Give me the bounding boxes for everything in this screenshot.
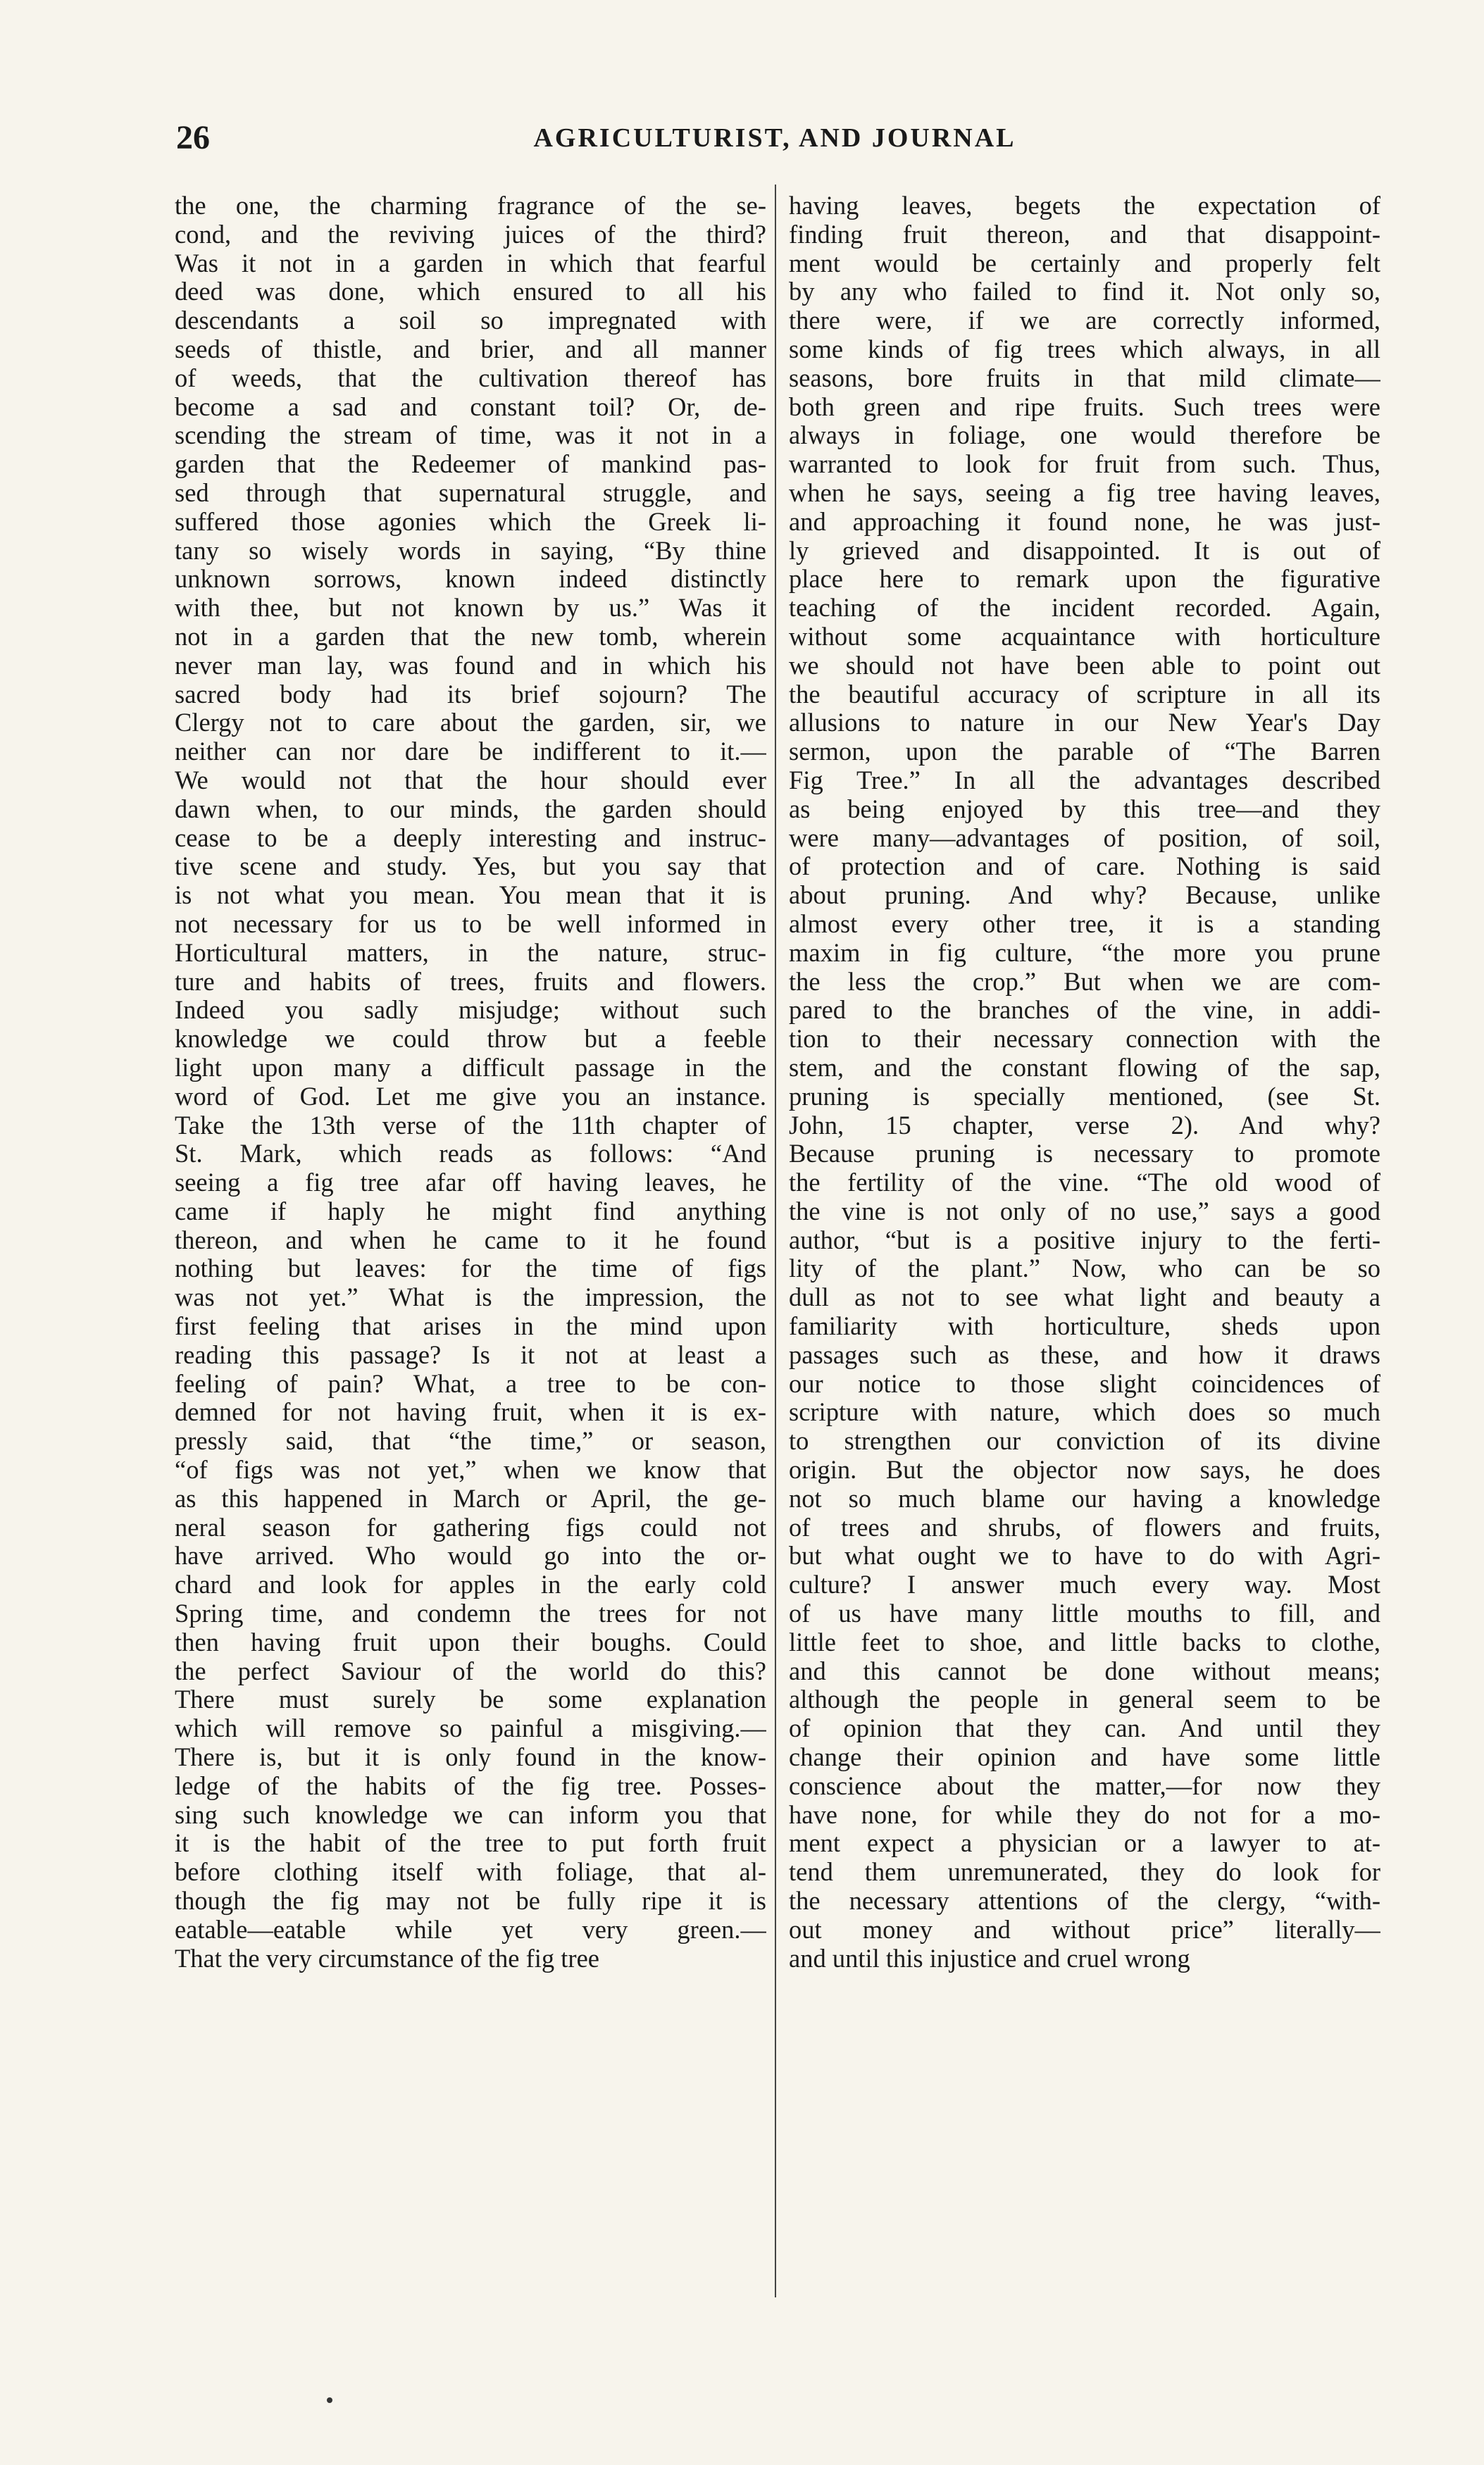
text-line: finding fruit thereon, and that disappoint- bbox=[789, 220, 1380, 249]
text-line: both green and ripe fruits. Such trees were bbox=[789, 392, 1380, 421]
text-line: as being enjoyed by this tree—and they bbox=[789, 794, 1380, 823]
text-line: stem, and the constant flowing of the sap, bbox=[789, 1053, 1380, 1082]
text-line: light upon many a difficult passage in the bbox=[175, 1053, 766, 1082]
text-line: neral season for gathering figs could not bbox=[175, 1513, 766, 1542]
text-line: Spring time, and condemn the trees for not bbox=[175, 1599, 766, 1628]
text-line: Fig Tree.” In all the advantages described bbox=[789, 766, 1380, 794]
text-line: chard and look for apples in the early cold bbox=[175, 1571, 766, 1599]
column-divider bbox=[775, 185, 776, 2297]
text-line: ment expect a physician or a lawyer to at- bbox=[789, 1829, 1380, 1858]
text-line: first feeling that arises in the mind upon bbox=[175, 1312, 766, 1341]
text-line: ly grieved and disappointed. It is out of bbox=[789, 536, 1380, 565]
text-line: of protection and of care. Nothing is said bbox=[789, 852, 1380, 881]
text-line: of trees and shrubs, of flowers and fruits, bbox=[789, 1513, 1380, 1542]
text-line: seasons, bore fruits in that mild climate— bbox=[789, 363, 1380, 392]
text-line: tive scene and study. Yes, but you say that bbox=[175, 852, 766, 881]
text-line: and until this injustice and cruel wrong bbox=[789, 1944, 1190, 1973]
text-line: our notice to those slight coincidences of bbox=[789, 1369, 1380, 1398]
text-line: dull as not to see what light and beauty a bbox=[789, 1283, 1380, 1312]
text-line: Was it not in a garden in which that fearful bbox=[175, 249, 766, 277]
text-line: Horticultural matters, in the nature, struc- bbox=[175, 938, 766, 967]
text-line: warranted to look for fruit from such. Thus, bbox=[789, 450, 1380, 479]
text-line: reading this passage? Is it not at least a bbox=[175, 1340, 766, 1369]
text-line: eatable—eatable while yet very green.— bbox=[175, 1915, 766, 1944]
page-header bbox=[176, 118, 1373, 161]
text-line: as this happened in March or April, the ge- bbox=[175, 1484, 766, 1513]
text-line: lity of the plant.” Now, who can be so bbox=[789, 1254, 1380, 1283]
text-line: always in foliage, one would therefore be bbox=[789, 421, 1380, 450]
text-line: ment would be certainly and properly felt bbox=[789, 249, 1380, 277]
text-line: John, 15 chapter, verse 2). And why? bbox=[789, 1111, 1380, 1140]
text-line: allusions to nature in our New Year's Day bbox=[789, 709, 1380, 737]
text-line: conscience about the matter,—for now they bbox=[789, 1771, 1380, 1800]
text-line: “of figs was not yet,” when we know that bbox=[175, 1456, 766, 1485]
text-line: dawn when, to our minds, the garden should bbox=[175, 794, 766, 823]
text-line: Because pruning is necessary to promote bbox=[789, 1140, 1380, 1168]
text-line: the beautiful accuracy of scripture in all its bbox=[789, 680, 1380, 709]
text-line: pressly said, that “the time,” or season, bbox=[175, 1427, 766, 1456]
text-line: word of God. Let me give you an instance. bbox=[175, 1082, 766, 1111]
text-line: almost every other tree, it is a standing bbox=[789, 909, 1380, 938]
text-line: suffered those agonies which the Greek li- bbox=[175, 507, 766, 536]
text-line: maxim in fig culture, “the more you prune bbox=[789, 938, 1380, 967]
text-line: the less the crop.” But when we are com- bbox=[789, 967, 1380, 996]
text-line: become a sad and constant toil? Or, de- bbox=[175, 392, 766, 421]
text-line: then having fruit upon their boughs. Could bbox=[175, 1628, 766, 1656]
ink-speck bbox=[327, 2397, 332, 2403]
running-title: AGRICULTURIST, AND JOURNAL bbox=[533, 123, 1016, 153]
text-line: neither can nor dare be indifferent to it.— bbox=[175, 737, 766, 766]
text-line: not necessary for us to be well informed in bbox=[175, 909, 766, 938]
text-line: is not what you mean. You mean that it is bbox=[175, 881, 766, 910]
text-line: thereon, and when he came to it he found bbox=[175, 1225, 766, 1254]
text-line: change their opinion and have some little bbox=[789, 1743, 1380, 1772]
text-line: deed was done, which ensured to all his bbox=[175, 277, 766, 306]
text-line: sermon, upon the parable of “The Barren bbox=[789, 737, 1380, 766]
text-line: by any who failed to find it. Not only so, bbox=[789, 277, 1380, 306]
text-line: never man lay, was found and in which his bbox=[175, 651, 766, 680]
text-line: the vine is not only of no use,” says a good bbox=[789, 1197, 1380, 1225]
text-line: not so much blame our having a knowledge bbox=[789, 1484, 1380, 1513]
text-line: sed through that supernatural struggle, and bbox=[175, 478, 766, 507]
text-line: before clothing itself with foliage, that al- bbox=[175, 1858, 766, 1887]
text-line: cond, and the reviving juices of the third? bbox=[175, 220, 766, 249]
text-line: scending the stream of time, was it not in a bbox=[175, 421, 766, 450]
text-line: passages such as these, and how it draws bbox=[789, 1340, 1380, 1369]
text-line: we should not have been able to point out bbox=[789, 651, 1380, 680]
text-line: of us have many little mouths to fill, and bbox=[789, 1599, 1380, 1628]
text-line: pared to the branches of the vine, in addi- bbox=[789, 996, 1380, 1025]
text-line: seeing a fig tree afar off having leaves, he bbox=[175, 1168, 766, 1197]
text-line: ledge of the habits of the fig tree. Posses- bbox=[175, 1771, 766, 1800]
text-line: was not yet.” What is the impression, the bbox=[175, 1283, 766, 1312]
text-line: feeling of pain? What, a tree to be con- bbox=[175, 1369, 766, 1398]
text-line: pruning is specially mentioned, (see St. bbox=[789, 1082, 1380, 1111]
text-line: tion to their necessary connection with the bbox=[789, 1025, 1380, 1054]
text-line: author, “but is a positive injury to the ferti- bbox=[789, 1225, 1380, 1254]
text-line: tany so wisely words in saying, “By thine bbox=[175, 536, 766, 565]
text-line: were many—advantages of position, of soil, bbox=[789, 823, 1380, 852]
text-line: having leaves, begets the expectation of bbox=[789, 192, 1380, 220]
text-line: the fertility of the vine. “The old wood of bbox=[789, 1168, 1380, 1197]
left-column bbox=[175, 192, 766, 1973]
text-line: That the very circumstance of the fig tree bbox=[175, 1944, 599, 1973]
text-line: to strengthen our conviction of its divine bbox=[789, 1427, 1380, 1456]
text-line: of weeds, that the cultivation thereof has bbox=[175, 363, 766, 392]
text-line: knowledge we could throw but a feeble bbox=[175, 1025, 766, 1054]
text-line: though the fig may not be fully ripe it is bbox=[175, 1887, 766, 1916]
text-line: place here to remark upon the figurative bbox=[789, 565, 1380, 594]
text-line: out money and without price” literally— bbox=[789, 1915, 1380, 1944]
text-line: and approaching it found none, he was just- bbox=[789, 507, 1380, 536]
text-line: but what ought we to have to do with Agri- bbox=[789, 1542, 1380, 1571]
text-line: Indeed you sadly misjudge; without such bbox=[175, 996, 766, 1025]
text-line: about pruning. And why? Because, unlike bbox=[789, 881, 1380, 910]
text-line: there were, if we are correctly informed, bbox=[789, 306, 1380, 335]
text-line: familiarity with horticulture, sheds upon bbox=[789, 1312, 1380, 1341]
text-line: without some acquaintance with horticulture bbox=[789, 622, 1380, 651]
text-line: and this cannot be done without means; bbox=[789, 1656, 1380, 1685]
text-line: Clergy not to care about the garden, sir, we bbox=[175, 709, 766, 737]
text-line: St. Mark, which reads as follows: “And bbox=[175, 1140, 766, 1168]
text-line: the one, the charming fragrance of the se- bbox=[175, 192, 766, 220]
text-line: Take the 13th verse of the 11th chapter of bbox=[175, 1111, 766, 1140]
text-line: cease to be a deeply interesting and instruc- bbox=[175, 823, 766, 852]
text-line: came if haply he might find anything bbox=[175, 1197, 766, 1225]
text-line: sing such knowledge we can inform you that bbox=[175, 1800, 766, 1829]
text-line: although the people in general seem to be bbox=[789, 1685, 1380, 1714]
text-line: the perfect Saviour of the world do this? bbox=[175, 1656, 766, 1685]
text-line: which will remove so painful a misgiving.— bbox=[175, 1714, 766, 1743]
text-line: little feet to shoe, and little backs to clothe, bbox=[789, 1628, 1380, 1656]
text-line: culture? I answer much every way. Most bbox=[789, 1571, 1380, 1599]
text-line: demned for not having fruit, when it is ex- bbox=[175, 1398, 766, 1427]
text-line: the necessary attentions of the clergy, “with- bbox=[789, 1887, 1380, 1916]
text-line: ture and habits of trees, fruits and flowers. bbox=[175, 967, 766, 996]
text-line: teaching of the incident recorded. Again, bbox=[789, 594, 1380, 623]
text-line: tend them unremunerated, they do look for bbox=[789, 1858, 1380, 1887]
right-column bbox=[789, 192, 1380, 1973]
text-line: There is, but it is only found in the know- bbox=[175, 1743, 766, 1772]
text-line: origin. But the objector now says, he does bbox=[789, 1456, 1380, 1485]
text-line: We would not that the hour should ever bbox=[175, 766, 766, 794]
text-line: of opinion that they can. And until they bbox=[789, 1714, 1380, 1743]
text-line: seeds of thistle, and brier, and all manner bbox=[175, 335, 766, 363]
text-line: with thee, but not known by us.” Was it bbox=[175, 594, 766, 623]
text-line: have none, for while they do not for a mo- bbox=[789, 1800, 1380, 1829]
text-line: nothing but leaves: for the time of figs bbox=[175, 1254, 766, 1283]
text-line: sacred body had its brief sojourn? The bbox=[175, 680, 766, 709]
text-line: garden that the Redeemer of mankind pas- bbox=[175, 450, 766, 479]
text-line: some kinds of fig trees which always, in all bbox=[789, 335, 1380, 363]
text-line: unknown sorrows, known indeed distinctly bbox=[175, 565, 766, 594]
page-number: 26 bbox=[176, 119, 210, 156]
text-line: when he says, seeing a fig tree having leaves, bbox=[789, 478, 1380, 507]
text-line: have arrived. Who would go into the or- bbox=[175, 1542, 766, 1571]
text-line: not in a garden that the new tomb, wherein bbox=[175, 622, 766, 651]
text-line: it is the habit of the tree to put forth fruit bbox=[175, 1829, 766, 1858]
text-line: scripture with nature, which does so much bbox=[789, 1398, 1380, 1427]
text-line: There must surely be some explanation bbox=[175, 1685, 766, 1714]
text-line: descendants a soil so impregnated with bbox=[175, 306, 766, 335]
